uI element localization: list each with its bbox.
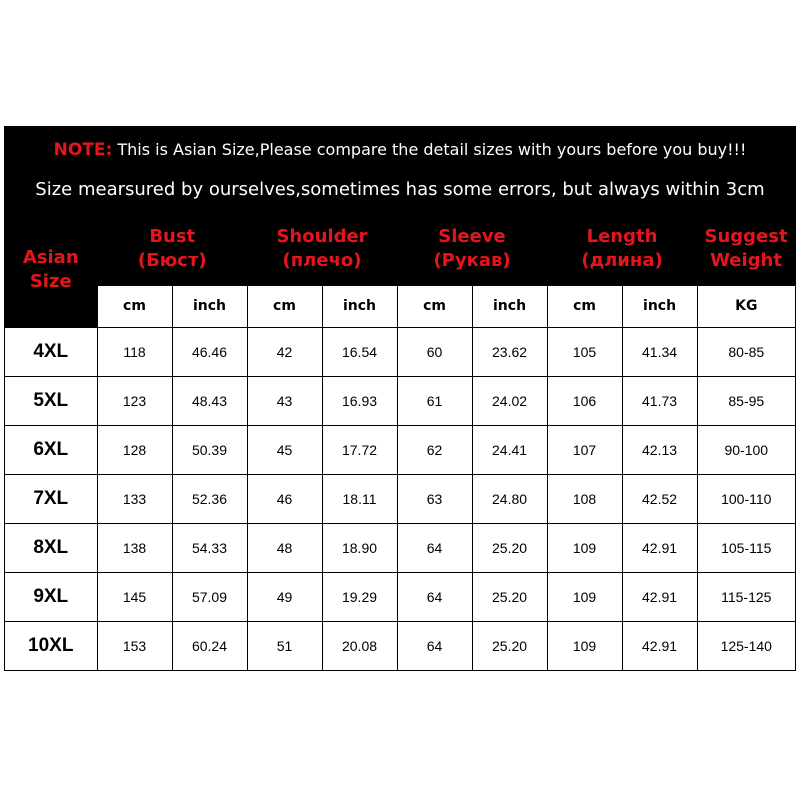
- table-cell: 18.90: [322, 523, 397, 572]
- note-line: [5, 138, 795, 162]
- header-row: [5, 213, 795, 285]
- table-cell: 16.54: [322, 327, 397, 376]
- table-cell: 41.34: [622, 327, 697, 376]
- table-cell: 106: [547, 376, 622, 425]
- table-cell: 60: [397, 327, 472, 376]
- size-chart: [4, 126, 796, 671]
- table-cell: 52.36: [172, 474, 247, 523]
- size-label: 6XL: [5, 425, 97, 474]
- size-table: [5, 213, 795, 670]
- table-cell: 123: [97, 376, 172, 425]
- table-cell: 25.20: [472, 523, 547, 572]
- table-cell: 109: [547, 621, 622, 670]
- table-cell: 16.93: [322, 376, 397, 425]
- table-cell: 138: [97, 523, 172, 572]
- table-cell: 64: [397, 523, 472, 572]
- table-cell: 118: [97, 327, 172, 376]
- table-cell: 85-95: [697, 376, 795, 425]
- unit-cell: KG: [697, 285, 795, 327]
- table-cell: 42.13: [622, 425, 697, 474]
- header-length: Length (длина): [547, 213, 697, 285]
- table-row: [5, 474, 795, 523]
- table-cell: 25.20: [472, 621, 547, 670]
- table-cell: 46: [247, 474, 322, 523]
- header-asian-size: Asian Size: [5, 213, 97, 327]
- table-cell: 49: [247, 572, 322, 621]
- table-row: [5, 327, 795, 376]
- table-cell: 64: [397, 572, 472, 621]
- unit-cell: inch: [472, 285, 547, 327]
- table-cell: 115-125: [697, 572, 795, 621]
- table-cell: 60.24: [172, 621, 247, 670]
- size-label: 9XL: [5, 572, 97, 621]
- table-cell: 133: [97, 474, 172, 523]
- table-cell: 105: [547, 327, 622, 376]
- header-weight: Suggest Weight: [697, 213, 795, 285]
- size-label: 5XL: [5, 376, 97, 425]
- table-row: [5, 523, 795, 572]
- table-cell: 145: [97, 572, 172, 621]
- table-cell: 42.91: [622, 621, 697, 670]
- table-cell: 41.73: [622, 376, 697, 425]
- table-row: [5, 376, 795, 425]
- table-cell: 125-140: [697, 621, 795, 670]
- size-label: 8XL: [5, 523, 97, 572]
- table-cell: 43: [247, 376, 322, 425]
- table-cell: 42.91: [622, 523, 697, 572]
- table-cell: 108: [547, 474, 622, 523]
- note-banner: [5, 127, 795, 213]
- header-bust: Bust (Бюст): [97, 213, 247, 285]
- table-cell: 50.39: [172, 425, 247, 474]
- table-cell: 57.09: [172, 572, 247, 621]
- table-row: [5, 621, 795, 670]
- table-cell: 19.29: [322, 572, 397, 621]
- table-cell: 42.91: [622, 572, 697, 621]
- table-cell: 18.11: [322, 474, 397, 523]
- unit-cell: inch: [622, 285, 697, 327]
- table-cell: 107: [547, 425, 622, 474]
- table-cell: 42: [247, 327, 322, 376]
- table-cell: 48.43: [172, 376, 247, 425]
- table-cell: 25.20: [472, 572, 547, 621]
- table-cell: 24.02: [472, 376, 547, 425]
- table-cell: 64: [397, 621, 472, 670]
- unit-row: [5, 285, 795, 327]
- size-label: 10XL: [5, 621, 97, 670]
- table-cell: 100-110: [697, 474, 795, 523]
- note-subtext: Size mearsured by ourselves,sometimes has some errors, but always within 3cm: [35, 179, 765, 200]
- table-row: [5, 572, 795, 621]
- unit-cell: cm: [547, 285, 622, 327]
- table-cell: 17.72: [322, 425, 397, 474]
- table-cell: 24.80: [472, 474, 547, 523]
- unit-cell: inch: [172, 285, 247, 327]
- size-label: 7XL: [5, 474, 97, 523]
- header-sleeve: Sleeve (Рукав): [397, 213, 547, 285]
- unit-cell: cm: [397, 285, 472, 327]
- table-cell: 51: [247, 621, 322, 670]
- table-cell: 90-100: [697, 425, 795, 474]
- note-label: NOTE:: [53, 140, 113, 160]
- table-row: [5, 425, 795, 474]
- table-cell: 42.52: [622, 474, 697, 523]
- table-cell: 24.41: [472, 425, 547, 474]
- table-cell: 63: [397, 474, 472, 523]
- unit-cell: cm: [97, 285, 172, 327]
- table-cell: 109: [547, 572, 622, 621]
- table-cell: 80-85: [697, 327, 795, 376]
- table-cell: 48: [247, 523, 322, 572]
- table-cell: 62: [397, 425, 472, 474]
- table-cell: 20.08: [322, 621, 397, 670]
- unit-cell: cm: [247, 285, 322, 327]
- table-cell: 54.33: [172, 523, 247, 572]
- table-cell: 153: [97, 621, 172, 670]
- note-text: This is Asian Size,Please compare the detail sizes with yours before you buy!!!: [117, 140, 747, 159]
- table-cell: 105-115: [697, 523, 795, 572]
- table-cell: 45: [247, 425, 322, 474]
- table-cell: 128: [97, 425, 172, 474]
- unit-cell: inch: [322, 285, 397, 327]
- table-cell: 46.46: [172, 327, 247, 376]
- header-shoulder: Shoulder (плечо): [247, 213, 397, 285]
- table-cell: 23.62: [472, 327, 547, 376]
- table-cell: 109: [547, 523, 622, 572]
- table-cell: 61: [397, 376, 472, 425]
- size-label: 4XL: [5, 327, 97, 376]
